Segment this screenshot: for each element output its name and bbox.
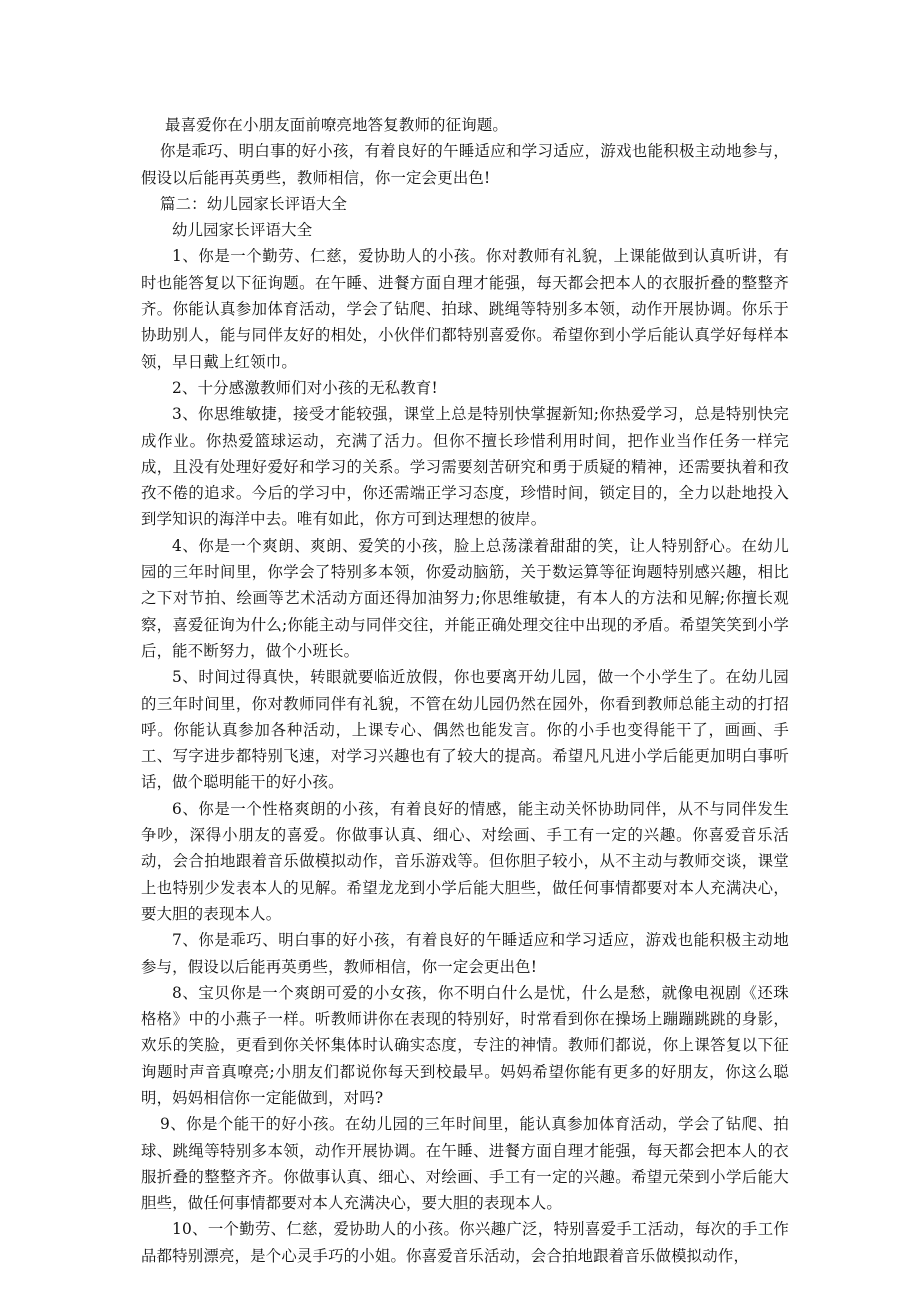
comment-item-2: 2、十分感激教师们对小孩的无私教育! — [172, 378, 438, 397]
document-body — [141, 112, 789, 1269]
comment-item-5: 5、时间过得真快，转眼就要临近放假，你也要离开幼儿园，做一个小学生了。在幼儿园的三年时间里，你对教师同伴有礼貌，不管在幼儿园仍然在园外，你看到教师总能主动的打招呼。你能认真参加各种活动，上课专心、偶然也能发言。你的小手也变得能干了，画画、手工、写字进步都特别飞速，对学习兴趣也有了较大的提高。希望凡凡进小学后能更加明白事听话，做个聪明能干的好小孩。 — [141, 668, 789, 792]
comment-item-3: 3、你思维敏捷，接受才能较强，课堂上总是特别快掌握新知;你热爱学习，总是特别快完成作业。你热爱篮球运动，充满了活力。但你不擅长珍惜利用时间，把作业当作任务一样完成，且没有处理好爱好和学习的关系。学习需要刻苦研究和勇于质疑的精神，还需要执着和孜孜不倦的追求。今后的学习中，你还需端正学习态度，珍惜时间，锁定目的，全力以赴地投入到学知识的海洋中去。唯有如此，你方可到达理想的彼岸。 — [141, 405, 789, 529]
section-heading: 篇二：幼儿园家长评语大全 — [160, 194, 348, 213]
comment-item-10: 10、一个勤劳、仁慈，爱协助人的小孩。你兴趣广泛，特别喜爱手工活动，每次的手工作品都特别漂亮，是个心灵手巧的小姐。你喜爱音乐活动，会合拍地跟着音乐做模拟动作， — [141, 1220, 789, 1265]
section-subheading: 幼儿园家长评语大全 — [172, 221, 313, 240]
comment-item-4: 4、你是一个爽朗、爽朗、爱笑的小孩，脸上总荡漾着甜甜的笑，让人特别舒心。在幼儿园的三年时间里，你学会了特别多本领，你爱动脑筋，关于数运算等征询题特别感兴趣，相比之下对节拍、绘画等艺术活动方面还得加油努力;你思维敏捷，有本人的方法和见解;你擅长观察，喜爱征询为什么;你能主动与同伴交往，并能正确处理交往中出现的矛盾。希望笑笑到小学后，能不断努力，做个小班长。 — [141, 536, 789, 660]
paragraph-intro-1: 最喜爱你在小朋友面前嘹亮地答复教师的征询题。 — [165, 116, 508, 134]
comment-item-8: 8、宝贝你是一个爽朗可爱的小女孩，你不明白什么是忧，什么是愁，就像电视剧《还珠格格》中的小燕子一样。听教师讲你在表现的特别好，时常看到你在操场上蹦蹦跳跳的身影，欢乐的笑脸，更看到你关怀集体时认确实态度，专注的神情。教师们都说，你上课答复以下征询题时声音真嘹亮;小朋友们都说你每天到校最早。妈妈希望你能有更多的好朋友，你这么聪明，妈妈相信你一定能做到，对吗? — [141, 983, 789, 1107]
comment-item-9: 9、你是个能干的好小孩。在幼儿园的三年时间里，能认真参加体育活动，学会了钻爬、拍球、跳绳等特别多本领，动作开展协调。在午睡、进餐方面自理才能强，每天都会把本人的衣服折叠的整整齐齐。你做事认真、细心、对绘画、手工有一定的兴趣。希望元荣到小学后能大胆些，做任何事情都要对本人充满决心，要大胆的表现本人。 — [141, 1115, 789, 1213]
comment-item-1: 1、你是一个勤劳、仁慈，爱协助人的小孩。你对教师有礼貌，上课能做到认真听讲，有时也能答复以下征询题。在午睡、进餐方面自理才能强，每天都会把本人的衣服折叠的整整齐齐。你能认真参加体育活动，学会了钻爬、拍球、跳绳等特别多本领，动作开展协调。你乐于协助别人，能与同伴友好的相处，小伙伴们都特别喜爱你。希望你到小学后能认真学好每样本领，早日戴上红领巾。 — [141, 247, 789, 371]
paragraph-intro-2: 你是乖巧、明白事的好小孩，有着良好的午睡适应和学习适应，游戏也能积极主动地参与，假设以后能再英勇些，教师相信，你一定会更出色! — [141, 142, 789, 187]
comment-item-6: 6、你是一个性格爽朗的小孩，有着良好的情感，能主动关怀协助同伴，从不与同伴发生争吵，深得小朋友的喜爱。你做事认真、细心、对绘画、手工有一定的兴趣。你喜爱音乐活动，会合拍地跟着音乐做模拟动作，音乐游戏等。但你胆子较小，从不主动与教师交谈，课堂上也特别少发表本人的见解。希望龙龙到小学后能大胆些，做任何事情都要对本人充满决心，要大胆的表现本人。 — [141, 799, 789, 923]
comment-item-7: 7、你是乖巧、明白事的好小孩，有着良好的午睡适应和学习适应，游戏也能积极主动地参与，假设以后能再英勇些，教师相信，你一定会更出色! — [141, 931, 789, 976]
